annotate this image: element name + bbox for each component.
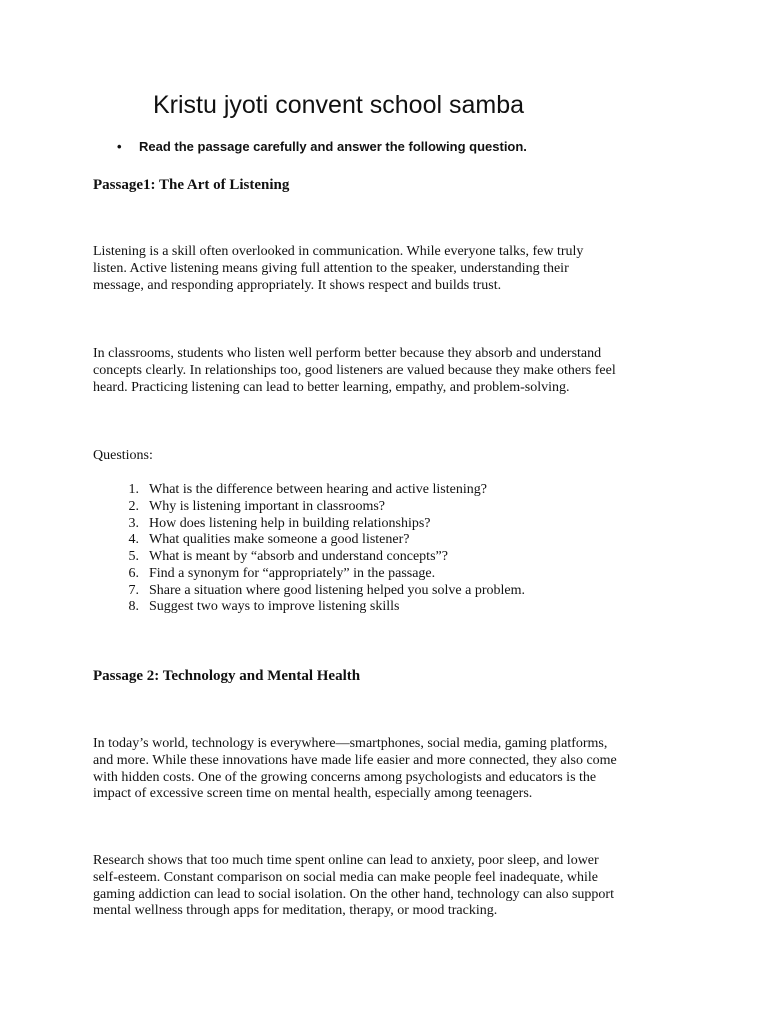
question-number: 3. (128, 515, 139, 531)
question-item (93, 499, 525, 516)
question-number: 2. (128, 498, 139, 514)
text-line: concepts clearly. In relationships too, good listeners are valued because they make others feel (93, 362, 616, 378)
passage2-paragraph2 (93, 853, 683, 920)
passage2-title: Passage 2: Technology and Mental Health (93, 668, 361, 684)
question-item (93, 583, 525, 600)
question-number: 5. (128, 549, 139, 564)
question-item (93, 532, 525, 549)
question-item (93, 599, 525, 616)
text-line: and more. While these innovations have made life easier and more connected, they also come (93, 752, 617, 768)
question-number: 1. (128, 482, 139, 497)
question-item (93, 516, 525, 533)
question-text: Find a synonym for “appropriately” in the passage. (149, 565, 436, 581)
instruction (117, 138, 527, 156)
question-text: What is meant by “absorb and understand concepts”? (149, 549, 448, 564)
question-number: 6. (128, 565, 139, 581)
text-line: gaming addiction can lead to social isolation. On the other hand, technology can also support (93, 886, 614, 902)
text-line: listen. Active listening means giving full attention to the speaker, understanding their (93, 260, 569, 276)
question-number: 7. (128, 582, 139, 598)
questions-label: Questions: (93, 448, 153, 463)
bullet-icon: • (117, 139, 122, 154)
question-number: 4. (128, 532, 139, 548)
passage2-paragraph1 (93, 736, 683, 803)
instruction-text: Read the passage carefully and answer the following question. (139, 139, 527, 154)
school-title: Kristu jyoti convent school samba (153, 91, 525, 119)
text-line: message, and responding appropriately. It shows respect and builds trust. (93, 277, 502, 293)
question-text: How does listening help in building relationships? (149, 515, 431, 531)
text-line: with hidden costs. One of the growing concerns among psychologists and educators is the (93, 769, 597, 785)
passage1-title: Passage1: The Art of Listening (93, 177, 290, 193)
question-text: Suggest two ways to improve listening skills (149, 599, 400, 615)
text-line: self-esteem. Constant comparison on social media can make people feel inadequate, while (93, 869, 598, 885)
question-item (93, 549, 525, 566)
question-text: Why is listening important in classrooms? (149, 498, 386, 514)
text-line: heard. Practicing listening can lead to better learning, empathy, and problem-solving. (93, 379, 570, 395)
text-line: impact of excessive screen time on mental health, especially among teenagers. (93, 786, 533, 802)
question-text: Share a situation where good listening helped you solve a problem. (149, 582, 525, 598)
question-item (93, 566, 525, 583)
questions-list (93, 482, 525, 616)
passage1-paragraph1 (93, 244, 683, 294)
question-text: What qualities make someone a good listener? (149, 532, 410, 548)
passage1-paragraph2 (93, 346, 683, 396)
question-number: 8. (128, 599, 139, 615)
question-text: What is the difference between hearing and active listening? (149, 482, 487, 497)
question-item (93, 482, 525, 499)
text-line: In today’s world, technology is everywhere—smartphones, social media, gaming platforms, (93, 736, 608, 751)
text-line: In classrooms, students who listen well perform better because they absorb and understand (93, 346, 602, 361)
text-line: Listening is a skill often overlooked in communication. While everyone talks, few truly (93, 244, 584, 259)
text-line: Research shows that too much time spent online can lead to anxiety, poor sleep, and lower (93, 853, 599, 868)
text-line: mental wellness through apps for meditation, therapy, or mood tracking. (93, 903, 498, 919)
